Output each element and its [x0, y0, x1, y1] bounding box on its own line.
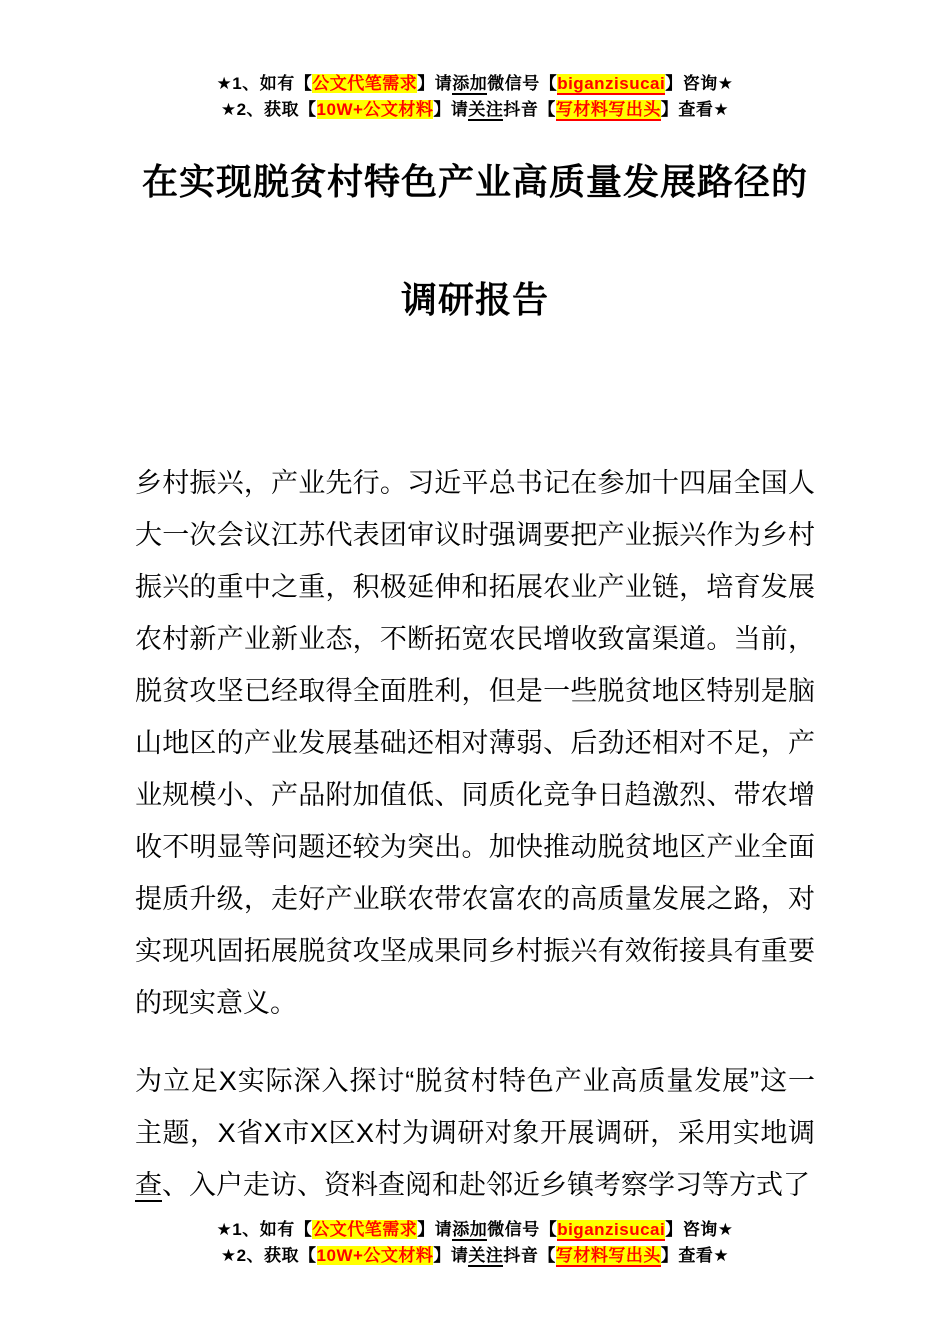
text-segment: ★2、获取【	[220, 100, 317, 119]
text-segment: 】请	[417, 1220, 453, 1239]
text-segment: ★1、如有【	[216, 74, 313, 93]
text-segment: 】请	[433, 100, 469, 119]
text-segment: 】咨询★	[665, 1220, 734, 1239]
title-line-2: 调研报告	[400, 279, 549, 320]
text-segment: 10W+公文材料	[316, 1246, 434, 1265]
text-segment: 写材料写出头	[555, 100, 661, 119]
text-segment: 10W+公文材料	[316, 100, 434, 119]
text-segment: ★1、如有【	[216, 1220, 313, 1239]
text-segment: 抖音【	[503, 100, 556, 119]
footer-notice-line-1	[0, 1217, 950, 1243]
text-segment: 公文代笔需求	[312, 1220, 418, 1239]
title-line-1: 在实现脱贫村特色产业高质量发展路径的	[141, 161, 808, 202]
text-segment: 关注	[468, 1246, 504, 1265]
text-segment: 添加	[452, 1220, 488, 1239]
text-segment: 】请	[433, 1246, 469, 1265]
text-segment: 关注	[468, 100, 504, 119]
text-segment: 】咨询★	[665, 74, 734, 93]
text-segment: ★2、获取【	[220, 1246, 317, 1265]
text-segment: biganzisucai	[557, 1220, 666, 1239]
header-notice-line-2	[0, 97, 950, 123]
text-segment: 写材料写出头	[555, 1246, 661, 1265]
body-paragraph-2	[135, 1055, 815, 1211]
text-segment: 微信号【	[487, 74, 558, 93]
text-segment: 】查看★	[660, 100, 730, 119]
text-segment: 为立足X实际深入探讨“脱贫村特色产业高质量发展”这一主题，X省X市X区X村为调研对象开展调研，采用实地调	[135, 1066, 815, 1148]
text-segment: 查	[135, 1170, 162, 1200]
text-segment: 添加	[452, 74, 488, 93]
document-title	[0, 123, 950, 359]
footer-notice	[0, 1217, 950, 1269]
document-body	[135, 457, 815, 1211]
header-notice-line-1	[0, 71, 950, 97]
text-segment: 、入户走访、资料查阅和赴邻近乡镇考察学习等方式了	[162, 1170, 810, 1200]
body-paragraph-1: 乡村振兴，产业先行。习近平总书记在参加十四届全国人大一次会议江苏代表团审议时强调要把产业振兴作为乡村振兴的重中之重，积极延伸和拓展农业产业链，培育发展农村新产业新业态，不断拓宽农民增收致富渠道。当前，脱贫攻坚已经取得全面胜利，但是一些脱贫地区特别是脑山地区的产业发展基础还相对薄弱、后劲还相对不足，产业规模小、产品附加值低、同质化竞争日趋激烈、带农增收不明显等问题还较为突出。加快推动脱贫地区产业全面提质升级，走好产业联农带农富农的高质量发展之路，对实现巩固拓展脱贫攻坚成果同乡村振兴有效衔接具有重要的现实意义。	[135, 468, 815, 1018]
text-segment: 】请	[417, 74, 453, 93]
text-segment: 】查看★	[660, 1246, 730, 1265]
text-segment: biganzisucai	[557, 74, 666, 93]
footer-notice-line-2	[0, 1243, 950, 1269]
text-segment: 抖音【	[503, 1246, 556, 1265]
header-notice	[0, 0, 950, 123]
text-segment: 公文代笔需求	[312, 74, 418, 93]
text-segment: 微信号【	[487, 1220, 558, 1239]
